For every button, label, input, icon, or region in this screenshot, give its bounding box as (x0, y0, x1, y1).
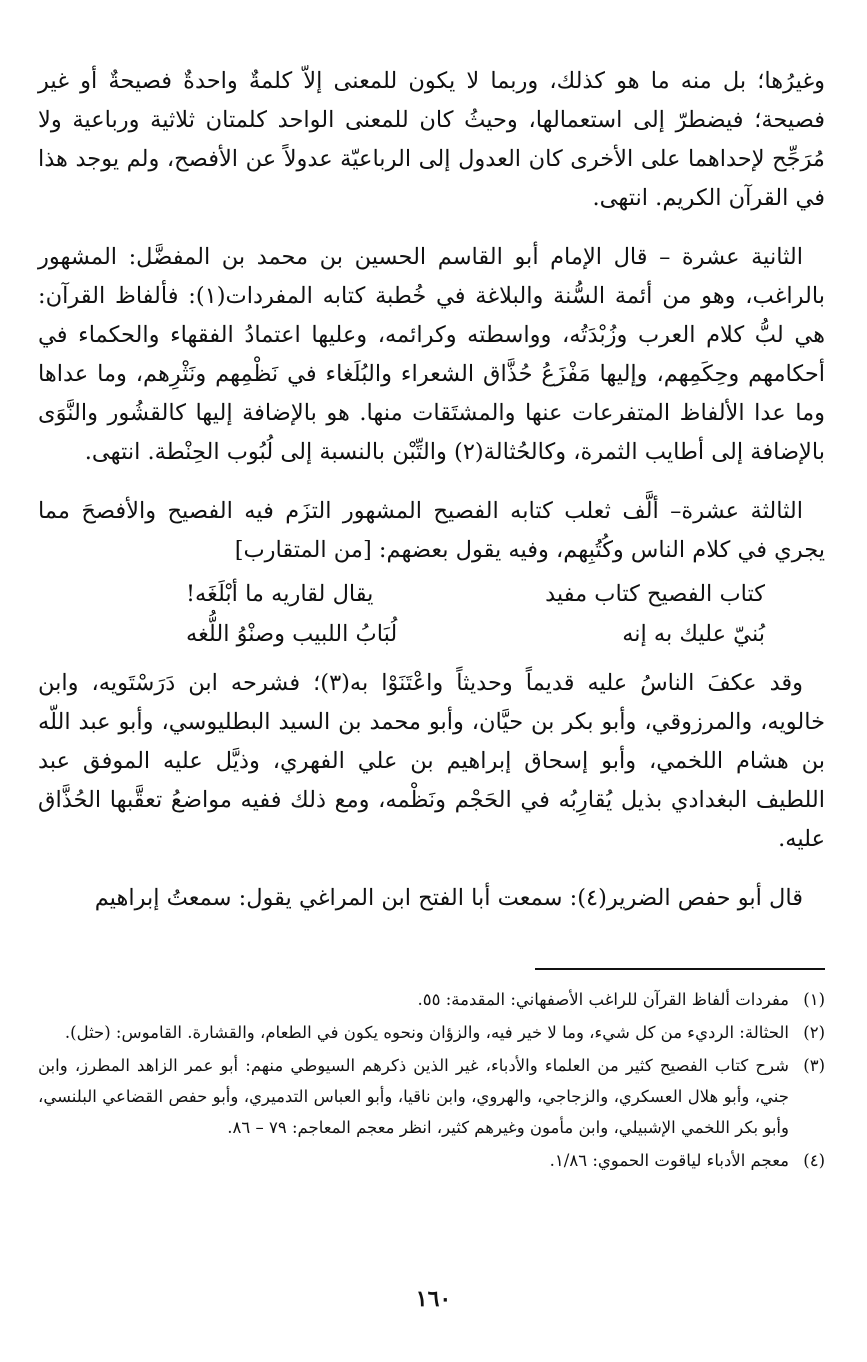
footnote-text: مفردات ألفاظ القرآن للراغب الأصفهاني: المقدمة: ٥٥. (417, 990, 789, 1009)
poem-verse (38, 574, 825, 654)
paragraph-1: وغيرُها؛ بل منه ما هو كذلك، وربما لا يكون للمعنى إلاّ كلمةٌ واحدةٌ فصيحةٌ أو غير فصيحة؛ فيضطرّ إلى استعمالها، وحيثُ كان للمعنى الواحد كلمتان ثلاثية ورباعية ولا مُرَجِّح لإحداهما على الأخرى كان العدول إلى الرباعيّة عدولاً عن الأفصح، ولم يوجد هذا في القرآن الكريم. انتهى. (38, 68, 825, 211)
verse-2-second-hemistich: لُبَابُ اللبيب وصنْوُ اللُّغه (186, 621, 398, 647)
paragraph-4: وقد عكفَ الناسُ عليه قديماً وحديثاً واعْتَنَوْا به(٣)؛ فشرحه ابن دَرَسْتَويه، وابن خالويه، والمرزوقي، وأبو بكر بن حيَّان، وأبو محمد بن السيد البطليوسي، وأبو عبد اللّه بن هشام اللخمي، وأبو إسحاق إبراهيم بن علي الفهري، وذيَّل عليه الموفق عبد اللطيف البغدادي بذيل يُقارِبُه في الحَجْم ونَظْمه، ومع ذلك ففيه مواضعُ تعقَّبها الحُذَّاق عليه. (38, 670, 825, 852)
footnote-number: (٢) (803, 1023, 825, 1042)
footnote-number: (١) (803, 990, 825, 1009)
verse-2-first-hemistich: بُنيّ عليك به إنه (622, 621, 765, 647)
footnote-4 (38, 1145, 825, 1176)
footnote-separator (535, 968, 825, 970)
footnote-text: الحثالة: الرديء من كل شيء، وما لا خير فيه، والزؤان ونحوه يكون في الطعام، والقشارة. القاموس: (حثل). (64, 1023, 789, 1042)
verse-1-first-hemistich: كتاب الفصيح كتاب مفيد (545, 581, 765, 607)
footnote-number: (٤) (803, 1151, 825, 1170)
paragraph-5: قال أبو حفص الضرير(٤): سمعت أبا الفتح ابن المراغي يقول: سمعتُ إبراهيم (94, 885, 803, 911)
footnote-text: معجم الأدباء لياقوت الحموي: ١/٨٦. (549, 1151, 789, 1170)
main-text (38, 62, 825, 938)
footnote-1 (38, 984, 825, 1015)
verse-line-2 (38, 614, 825, 654)
page-number: ١٦٠ (415, 1286, 452, 1312)
footnotes (38, 984, 825, 1178)
paragraph-3: الثالثة عشرة– ألَّف ثعلب كتابه الفصيح المشهور التزَم فيه الفصيح والأفصحَ مما يجري في كلام الناس وكُتُبِهم، وفيه يقول بعضهم: [من المتقارب] (38, 498, 825, 563)
paragraph-2: الثانية عشرة – قال الإمام أبو القاسم الحسين بن محمد بن المفضَّل: المشهور بالراغب، وهو من أئمة السُّنة والبلاغة في خُطبة كتابه المفردات(١): فألفاظ القرآن: هي لبُّ كلام العرب وزُبْدَتُه، وواسطته وكرائمه، وعليها اعتمادُ الفقهاء والحكماء في أحكامهم وحِكَمِهم، وإليها مَفْزَعُ حُذَّاق الشعراء والبُلَغاء في نَظْمِهم ونَثْرِهم، وما عداها وما عدا الألفاظ المتفرعات عنها والمشتَقات منها. هو بالإضافة إليها كالقشُور والنَّوَى بالإضافة إلى أطايب الثمرة، وكالحُثالة(٢) والتِّبْن بالنسبة إلى لُبُوب الحِنْطة. انتهى. (38, 244, 825, 465)
footnote-text: شرح كتاب الفصيح كثير من العلماء والأدباء، غير الذين ذكرهم السيوطي منهم: أبو عمر الزاهد المطرز، وابن جني، وأبو هلال العسكري، والزجاجي، والهروي، وابن ناقيا، وأبو العباس التدميري، وأبو حفص القضاعي البلنسي، وأبو بكر اللخمي الإشبيلي، وابن مأمون وغيرهم كثير، انظر معجم المعاجم: ٧٩ – ٨٦. (38, 1056, 789, 1137)
footnote-number: (٣) (803, 1056, 825, 1075)
footnote-3 (38, 1050, 825, 1143)
footnote-2 (38, 1017, 825, 1048)
verse-1-second-hemistich: يقال لقاريه ما أبْلَغَه! (186, 581, 374, 607)
verse-line-1 (38, 574, 825, 614)
